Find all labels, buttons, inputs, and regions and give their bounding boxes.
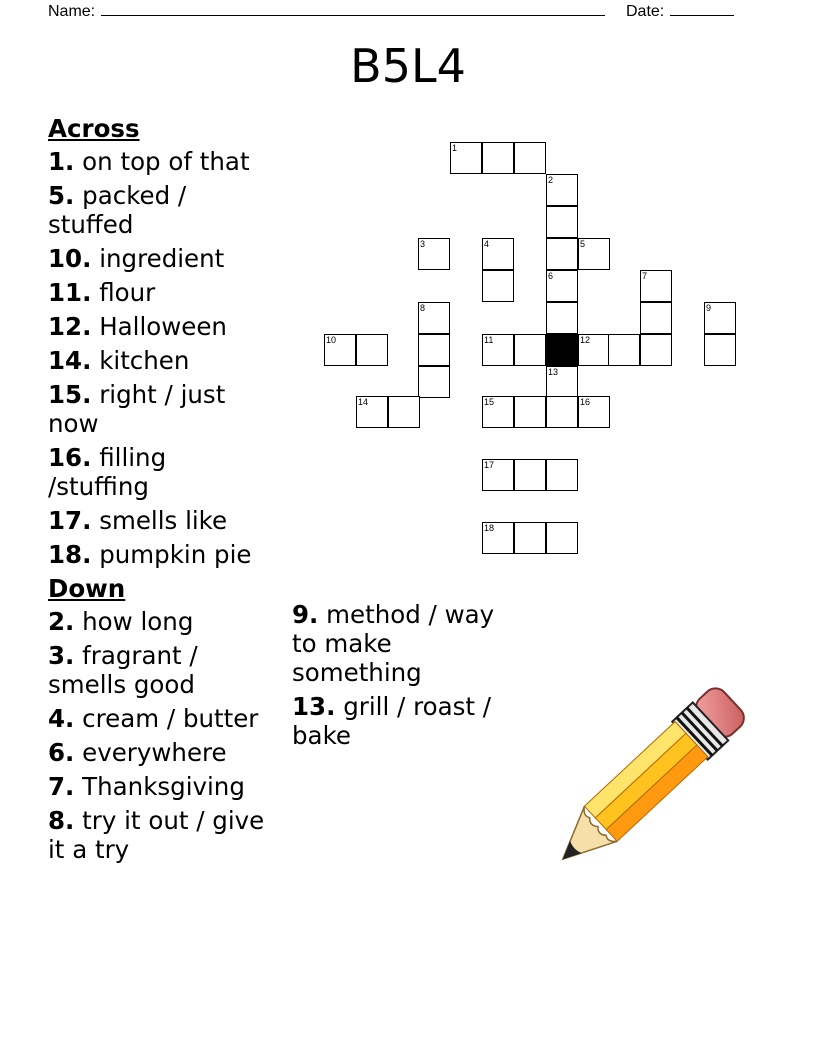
grid-cell[interactable] bbox=[546, 238, 578, 270]
grid-cell[interactable] bbox=[514, 396, 546, 428]
cell-number: 1 bbox=[452, 143, 458, 153]
across-clue-14: 14. kitchen bbox=[48, 346, 190, 375]
grid-cell[interactable] bbox=[578, 334, 610, 366]
across-clue-11: 11. flour bbox=[48, 278, 156, 307]
cell-number: 16 bbox=[580, 397, 591, 407]
cell-number: 6 bbox=[548, 271, 554, 281]
grid-cell[interactable] bbox=[578, 396, 610, 428]
grid-cell[interactable] bbox=[546, 459, 578, 491]
down-clue-8: 8. try it out / give it a try bbox=[48, 806, 265, 864]
cell-number: 17 bbox=[484, 460, 495, 470]
cell-number: 11 bbox=[484, 335, 494, 345]
down-clue-3: 3. fragrant / smells good bbox=[48, 641, 198, 699]
cell-number: 7 bbox=[642, 271, 648, 281]
grid-cell[interactable] bbox=[514, 334, 546, 366]
across-clue-5: 5. packed / stuffed bbox=[48, 181, 187, 239]
down-clue-7: 7. Thanksgiving bbox=[48, 772, 245, 801]
grid-cell[interactable] bbox=[450, 142, 482, 174]
page-title: B5L4 bbox=[350, 39, 466, 93]
grid-cell[interactable] bbox=[704, 302, 736, 334]
clues-right-column bbox=[292, 600, 502, 755]
grid-cell[interactable] bbox=[356, 396, 388, 428]
grid-cell[interactable] bbox=[608, 334, 640, 366]
cell-number: 2 bbox=[548, 175, 554, 185]
name-label: Name: bbox=[48, 3, 96, 20]
grid-cell[interactable] bbox=[640, 270, 672, 302]
grid-cell[interactable] bbox=[546, 174, 578, 206]
grid-cell[interactable] bbox=[578, 238, 610, 270]
date-field[interactable] bbox=[626, 0, 734, 21]
grid-cell[interactable] bbox=[418, 366, 450, 398]
grid-cell[interactable] bbox=[418, 302, 450, 334]
cell-number: 10 bbox=[326, 335, 337, 345]
grid-cell[interactable] bbox=[324, 334, 356, 366]
cell-number: 3 bbox=[420, 239, 426, 249]
grid-cell[interactable] bbox=[546, 396, 578, 428]
grid-cell[interactable] bbox=[546, 206, 578, 238]
cell-number: 4 bbox=[484, 239, 490, 249]
across-clue-15: 15. right / just now bbox=[48, 380, 226, 438]
cell-number: 15 bbox=[484, 397, 495, 407]
grid-cell[interactable] bbox=[418, 238, 450, 270]
grid-cell[interactable] bbox=[482, 238, 514, 270]
down-clue-13: 13. grill / roast / bake bbox=[292, 692, 492, 750]
across-heading: Across bbox=[48, 114, 140, 143]
grid-cell[interactable] bbox=[640, 302, 672, 334]
grid-cell[interactable] bbox=[546, 522, 578, 554]
across-clue-16: 16. filling /stuffing bbox=[48, 443, 167, 501]
cell-number: 18 bbox=[484, 523, 495, 533]
grid-cell[interactable] bbox=[514, 522, 546, 554]
cell-number: 12 bbox=[580, 335, 591, 345]
cell-number: 14 bbox=[358, 397, 369, 407]
clues-left-column bbox=[48, 114, 270, 869]
down-clue-9: 9. method / way to make something bbox=[292, 600, 495, 687]
name-field[interactable] bbox=[48, 0, 605, 21]
grid-cell[interactable] bbox=[482, 459, 514, 491]
cell-number: 5 bbox=[580, 239, 586, 249]
grid-cell[interactable] bbox=[482, 396, 514, 428]
pencil-icon bbox=[528, 652, 776, 900]
grid-cell[interactable] bbox=[356, 334, 388, 366]
grid-cell[interactable] bbox=[640, 334, 672, 366]
cell-number: 8 bbox=[420, 303, 426, 313]
across-clue-10: 10. ingredient bbox=[48, 244, 225, 273]
grid-cell[interactable] bbox=[704, 334, 736, 366]
across-clue-12: 12. Halloween bbox=[48, 312, 227, 341]
date-line[interactable] bbox=[670, 0, 734, 16]
down-heading: Down bbox=[48, 574, 126, 603]
across-clue-18: 18. pumpkin pie bbox=[48, 540, 252, 569]
grid-cell[interactable] bbox=[546, 366, 578, 398]
grid-cell[interactable] bbox=[388, 396, 420, 428]
grid-cell[interactable] bbox=[514, 142, 546, 174]
grid-cell[interactable] bbox=[482, 142, 514, 174]
grid-cell[interactable] bbox=[482, 522, 514, 554]
across-clue-1: 1. on top of that bbox=[48, 147, 250, 176]
grid-cell[interactable] bbox=[482, 334, 514, 366]
down-clue-2: 2. how long bbox=[48, 607, 194, 636]
down-clue-4: 4. cream / butter bbox=[48, 704, 259, 733]
date-label: Date: bbox=[626, 3, 665, 20]
grid-cell[interactable] bbox=[546, 302, 578, 334]
grid-cell[interactable] bbox=[546, 270, 578, 302]
grid-cell[interactable] bbox=[514, 459, 546, 491]
name-line[interactable] bbox=[101, 0, 605, 16]
down-clue-6: 6. everywhere bbox=[48, 738, 227, 767]
grid-cell[interactable] bbox=[482, 270, 514, 302]
cell-number: 9 bbox=[706, 303, 712, 313]
grid-cell-blocked bbox=[546, 334, 578, 366]
across-clue-17: 17. smells like bbox=[48, 506, 228, 535]
grid-cell[interactable] bbox=[418, 334, 450, 366]
cell-number: 13 bbox=[548, 367, 559, 377]
